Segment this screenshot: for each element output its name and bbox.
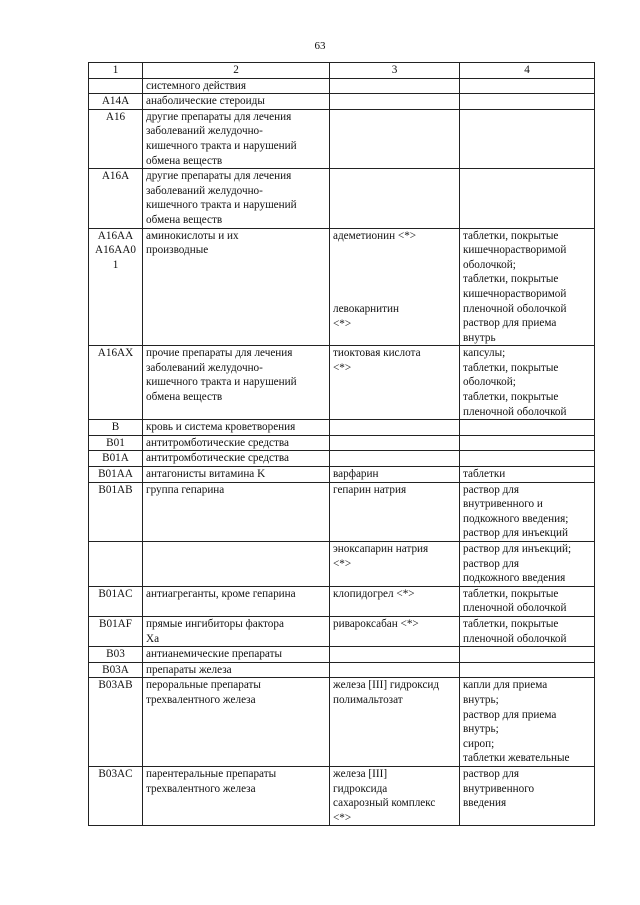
dosage-form-cell bbox=[460, 451, 595, 467]
drug-name: железа [III] гидроксид полимальтозат bbox=[333, 679, 440, 706]
dosage-form-cell bbox=[460, 616, 595, 646]
group-name-cell: прочие препараты для лечения заболеваний желудочно- кишечного тракта и нарушений обмена веществ bbox=[143, 346, 330, 420]
header-cell: 2 bbox=[143, 63, 330, 79]
drug-name-cell bbox=[330, 346, 460, 420]
dosage-form-cell bbox=[460, 94, 595, 110]
dosage-form: таблетки, покрытые пленочной оболочкой bbox=[463, 587, 567, 615]
dosage-form-cell bbox=[460, 169, 595, 228]
group-name-cell: группа гепарина bbox=[143, 482, 330, 541]
header-cell: 4 bbox=[460, 63, 595, 79]
group-name-cell: прямые ингибиторы фактора Xa bbox=[143, 616, 330, 646]
atc-code-cell: A14A bbox=[89, 94, 143, 110]
dosage-form-cell bbox=[460, 482, 595, 541]
drug-name: железа [III] гидроксида сахарозный комплекс <*> bbox=[333, 767, 436, 824]
table-row bbox=[89, 78, 595, 94]
drug-name: варфарин bbox=[333, 468, 379, 481]
dosage-form-cell bbox=[460, 346, 595, 420]
drug-name-cell bbox=[330, 109, 460, 168]
header-row bbox=[89, 63, 595, 79]
dosage-form-cell bbox=[460, 542, 595, 587]
dosage-form-cell bbox=[460, 678, 595, 767]
drug-name: клопидогрел <*> bbox=[333, 587, 415, 600]
group-name-cell: пероральные препараты трехвалентного железа bbox=[143, 678, 330, 767]
group-name-cell: антитромботические средства bbox=[143, 435, 330, 451]
drug-name-cell bbox=[330, 451, 460, 467]
drug-name-cell bbox=[330, 94, 460, 110]
table-row bbox=[89, 482, 595, 541]
group-name-cell: антианемические препараты bbox=[143, 647, 330, 663]
table-row bbox=[89, 435, 595, 451]
table-row bbox=[89, 678, 595, 767]
drug-name-cell bbox=[330, 420, 460, 436]
header-cell: 1 bbox=[89, 63, 143, 79]
dosage-form-cell bbox=[460, 420, 595, 436]
table-row bbox=[89, 586, 595, 616]
dosage-form: капли для приема внутрь; раствор для приема внутрь; сироп; таблетки жевательные bbox=[463, 679, 570, 765]
atc-code-cell bbox=[89, 542, 143, 587]
dosage-form-cell bbox=[460, 467, 595, 483]
dosage-form-cell bbox=[460, 435, 595, 451]
drug-name: тиоктовая кислота <*> bbox=[333, 347, 421, 374]
group-name-cell: другие препараты для лечения заболеваний желудочно- кишечного тракта и нарушений обмена веществ bbox=[143, 109, 330, 168]
dosage-form-cell bbox=[460, 766, 595, 825]
table-row bbox=[89, 647, 595, 663]
atc-code-cell: B01AA bbox=[89, 467, 143, 483]
table-row bbox=[89, 228, 595, 346]
group-name-cell: анаболические стероиды bbox=[143, 94, 330, 110]
atc-code-cell: B01AC bbox=[89, 586, 143, 616]
group-name-cell: антагонисты витамина K bbox=[143, 467, 330, 483]
table-row bbox=[89, 662, 595, 678]
dosage-form-cell bbox=[460, 647, 595, 663]
table-row bbox=[89, 109, 595, 168]
drug-name: гепарин натрия bbox=[333, 483, 407, 496]
dosage-form: раствор для приема внутрь bbox=[463, 317, 557, 344]
group-name-cell bbox=[143, 542, 330, 587]
group-name-cell: препараты железа bbox=[143, 662, 330, 678]
table-row bbox=[89, 451, 595, 467]
drug-name-cell bbox=[330, 766, 460, 825]
drug-name: левокарнитин <*> bbox=[333, 303, 400, 330]
dosage-form-cell bbox=[460, 78, 595, 94]
medicines-table bbox=[88, 62, 595, 826]
drug-name-cell bbox=[330, 647, 460, 663]
dosage-form: капсулы; таблетки, покрытые оболочкой; таблетки, покрытые пленочной оболочкой bbox=[463, 347, 567, 418]
drug-name-cell bbox=[330, 586, 460, 616]
drug-name-cell bbox=[330, 78, 460, 94]
table-row bbox=[89, 420, 595, 436]
atc-code-cell: B01 bbox=[89, 435, 143, 451]
table-row bbox=[89, 467, 595, 483]
atc-code-cell: B01AF bbox=[89, 616, 143, 646]
dosage-form: раствор для инъекций; раствор для подкожного введения bbox=[463, 543, 572, 585]
drug-name-cell bbox=[330, 169, 460, 228]
table-row bbox=[89, 766, 595, 825]
drug-name-cell bbox=[330, 678, 460, 767]
dosage-form-cell bbox=[460, 228, 595, 346]
dosage-form-cell bbox=[460, 586, 595, 616]
group-name-cell: парентеральные препараты трехвалентного железа bbox=[143, 766, 330, 825]
atc-code-cell: A16 bbox=[89, 109, 143, 168]
atc-code-cell: B03 bbox=[89, 647, 143, 663]
drug-name-cell bbox=[330, 467, 460, 483]
group-name-cell: антитромботические средства bbox=[143, 451, 330, 467]
atc-code-cell: B03AB bbox=[89, 678, 143, 767]
drug-name-cell bbox=[330, 228, 460, 346]
atc-code-cell: A16AX bbox=[89, 346, 143, 420]
drug-name: ривароксабан <*> bbox=[333, 617, 419, 630]
group-name-cell: аминокислоты и их производные bbox=[143, 228, 330, 346]
atc-code-cell bbox=[89, 78, 143, 94]
drug-name-cell bbox=[330, 662, 460, 678]
group-name-cell: системного действия bbox=[143, 78, 330, 94]
atc-code-cell: A16AA A16AA0 1 bbox=[89, 228, 143, 346]
drug-name-cell bbox=[330, 435, 460, 451]
table-row bbox=[89, 616, 595, 646]
atc-code-cell: B bbox=[89, 420, 143, 436]
drug-name-cell bbox=[330, 542, 460, 587]
dosage-form: таблетки bbox=[463, 468, 506, 481]
header-cell: 3 bbox=[330, 63, 460, 79]
dosage-form: таблетки, покрытые пленочной оболочкой bbox=[463, 617, 567, 645]
group-name-cell: антиагреганты, кроме гепарина bbox=[143, 586, 330, 616]
table-row bbox=[89, 169, 595, 228]
drug-name-cell bbox=[330, 482, 460, 541]
table-row bbox=[89, 542, 595, 587]
drug-name: адеметионин <*> bbox=[333, 229, 417, 242]
atc-code-cell: B01A bbox=[89, 451, 143, 467]
table-row bbox=[89, 94, 595, 110]
dosage-form-cell bbox=[460, 662, 595, 678]
table-row bbox=[89, 346, 595, 420]
drug-name: эноксапарин натрия <*> bbox=[333, 543, 429, 570]
dosage-form-cell bbox=[460, 109, 595, 168]
dosage-form: раствор для внутривенного введения bbox=[463, 767, 535, 810]
atc-code-cell: B03A bbox=[89, 662, 143, 678]
page-number: 63 bbox=[314, 40, 326, 52]
atc-code-cell: A16A bbox=[89, 169, 143, 228]
dosage-form: раствор для внутривенного и подкожного введения; раствор для инъекций bbox=[463, 483, 569, 540]
group-name-cell: кровь и система кроветворения bbox=[143, 420, 330, 436]
group-name-cell: другие препараты для лечения заболеваний желудочно- кишечного тракта и нарушений обмена веществ bbox=[143, 169, 330, 228]
atc-code-cell: B01AB bbox=[89, 482, 143, 541]
drug-name-cell bbox=[330, 616, 460, 646]
dosage-form: таблетки, покрытые кишечнорастворимой оболочкой; таблетки, покрытые кишечнорастворимой пленочной оболочкой bbox=[463, 229, 567, 315]
atc-code-cell: B03AC bbox=[89, 766, 143, 825]
